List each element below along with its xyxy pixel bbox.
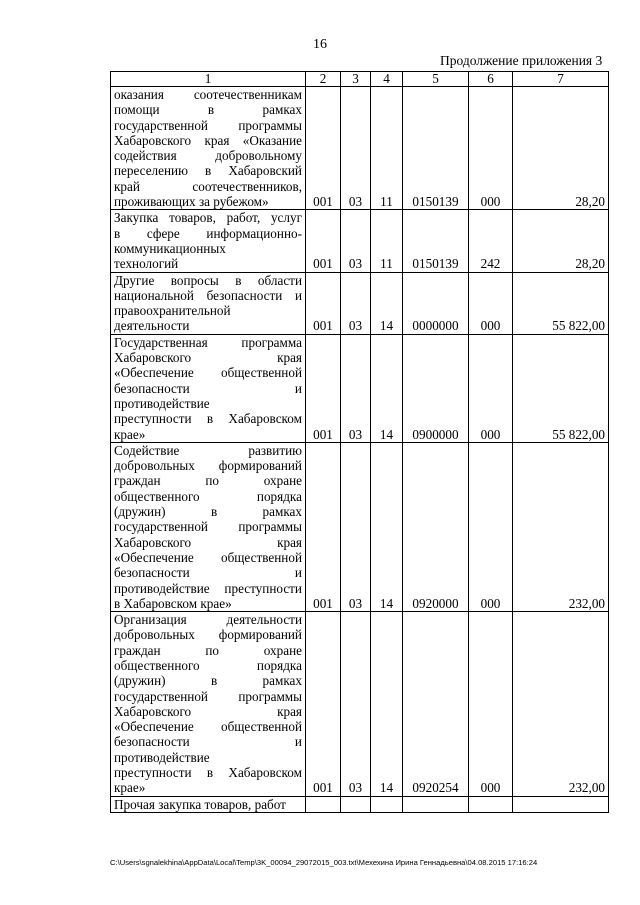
page-number: 16	[313, 37, 327, 52]
subsection-code-cell	[371, 796, 403, 812]
description-line: Хабаровского края	[114, 350, 302, 366]
description-line: Хабаровского края «Оказание	[114, 132, 302, 148]
description-line: деятельности	[114, 318, 190, 334]
section-code-cell: 03	[341, 272, 371, 334]
subsection-code-cell: 14	[371, 442, 403, 611]
row-description	[111, 796, 306, 812]
table-row	[111, 272, 609, 334]
amount-cell: 55 822,00	[513, 334, 609, 442]
description-line: преступности в Хабаровском	[114, 765, 302, 781]
section-code-cell: 03	[341, 210, 371, 272]
description-line: коммуникационных	[114, 240, 226, 256]
description-line: (дружин) в рамках	[114, 504, 302, 520]
description-line: крае»	[114, 780, 146, 796]
description-line: проживающих за рубежом»	[114, 194, 269, 210]
description-line: государственной программы	[114, 519, 302, 535]
table-row	[111, 612, 609, 797]
description-line: противодействие преступности	[114, 580, 302, 596]
description-line: Хабаровского края	[114, 703, 302, 719]
description-line: преступности в Хабаровском	[114, 411, 302, 427]
ministry-code-cell: 001	[306, 612, 341, 797]
target-article-cell: 0920254	[403, 612, 469, 797]
description-line: национальной безопасности и	[114, 287, 302, 303]
row-description	[111, 210, 306, 272]
target-article-cell: 0150139	[403, 210, 469, 272]
description-line: безопасности и	[114, 565, 302, 581]
subsection-code-cell: 14	[371, 272, 403, 334]
description-line: государственной программы	[114, 688, 302, 704]
continuation-caption: Продолжение приложения 3	[440, 53, 603, 68]
ministry-code-cell: 001	[306, 272, 341, 334]
target-article-cell: 0920000	[403, 442, 469, 611]
ministry-code-cell: 001	[306, 334, 341, 442]
budget-table	[110, 71, 609, 813]
table-header-row	[111, 72, 609, 87]
description-line: оказания соотечественникам	[114, 87, 302, 102]
description-line: противодействие	[114, 749, 210, 765]
column-header: 1	[111, 72, 306, 87]
section-code-cell: 03	[341, 334, 371, 442]
target-article-cell: 0000000	[403, 272, 469, 334]
document-path-footer: C:\Users\sgnalekhina\AppData\Local\Temp\3K_00094_29072015_003.txt\Мехехина Ирина Геннадьевна\04.08.2015 17:16:24	[110, 858, 538, 867]
expense-type-cell: 000	[469, 334, 513, 442]
column-header: 5	[403, 72, 469, 87]
description-line: Организация деятельности	[114, 612, 302, 628]
section-code-cell: 03	[341, 87, 371, 210]
table-row	[111, 210, 609, 272]
amount-cell: 232,00	[513, 442, 609, 611]
column-header: 3	[341, 72, 371, 87]
description-line: добровольных формирований	[114, 458, 302, 474]
expense-type-cell: 242	[469, 210, 513, 272]
amount-cell: 232,00	[513, 612, 609, 797]
description-line: помощи в рамках	[114, 102, 302, 118]
description-line: в Хабаровском крае»	[114, 595, 232, 611]
amount-cell: 55 822,00	[513, 272, 609, 334]
description-line: граждан по охране	[114, 642, 302, 658]
row-description	[111, 272, 306, 334]
expense-type-cell: 000	[469, 442, 513, 611]
ministry-code-cell: 001	[306, 442, 341, 611]
table-row	[111, 87, 609, 210]
amount-cell: 28,20	[513, 210, 609, 272]
row-description	[111, 87, 306, 210]
row-description	[111, 612, 306, 797]
subsection-code-cell: 14	[371, 612, 403, 797]
expense-type-cell: 000	[469, 87, 513, 210]
expense-type-cell: 000	[469, 272, 513, 334]
ministry-code-cell	[306, 796, 341, 812]
row-description	[111, 442, 306, 611]
target-article-cell: 0900000	[403, 334, 469, 442]
ministry-code-cell: 001	[306, 87, 341, 210]
description-line: край соотечественников,	[114, 178, 302, 194]
description-line: «Обеспечение общественной	[114, 719, 302, 735]
description-line: содействия добровольному	[114, 148, 302, 164]
description-line: граждан по охране	[114, 473, 302, 489]
target-article-cell	[403, 796, 469, 812]
table-body	[111, 87, 609, 813]
column-header: 7	[513, 72, 609, 87]
amount-cell	[513, 796, 609, 812]
column-header: 2	[306, 72, 341, 87]
description-line: Хабаровского края	[114, 534, 302, 550]
section-code-cell: 03	[341, 442, 371, 611]
table-row	[111, 796, 609, 812]
description-line: правоохранительной	[114, 303, 231, 319]
description-line: общественного порядка	[114, 488, 302, 504]
description-line: безопасности и	[114, 380, 302, 396]
description-line: Закупка товаров, работ, услуг	[114, 210, 302, 226]
description-line: технологий	[114, 256, 179, 272]
description-line: Прочая закупка товаров, работ	[114, 796, 286, 812]
ministry-code-cell: 001	[306, 210, 341, 272]
description-line: в сфере информационно-	[114, 225, 302, 241]
subsection-code-cell: 14	[371, 334, 403, 442]
description-line: Другие вопросы в области	[114, 272, 302, 288]
description-line: безопасности и	[114, 734, 302, 750]
description-line: крае»	[114, 426, 146, 442]
description-line: противодействие	[114, 395, 210, 411]
description-line: Содействие развитию	[114, 442, 302, 458]
description-line: государственной программы	[114, 117, 302, 133]
subsection-code-cell: 11	[371, 87, 403, 210]
section-code-cell: 03	[341, 612, 371, 797]
column-header: 4	[371, 72, 403, 87]
description-line: «Обеспечение общественной	[114, 549, 302, 565]
section-code-cell	[341, 796, 371, 812]
column-header: 6	[469, 72, 513, 87]
table-row	[111, 334, 609, 442]
expense-type-cell: 000	[469, 612, 513, 797]
description-line: добровольных формирований	[114, 627, 302, 643]
description-line: переселению в Хабаровский	[114, 163, 302, 179]
subsection-code-cell: 11	[371, 210, 403, 272]
table-row	[111, 442, 609, 611]
target-article-cell: 0150139	[403, 87, 469, 210]
description-line: Государственная программа	[114, 334, 302, 350]
row-description	[111, 334, 306, 442]
description-line: «Обеспечение общественной	[114, 365, 302, 381]
description-line: общественного порядка	[114, 657, 302, 673]
description-line: (дружин) в рамках	[114, 673, 302, 689]
expense-type-cell	[469, 796, 513, 812]
amount-cell: 28,20	[513, 87, 609, 210]
